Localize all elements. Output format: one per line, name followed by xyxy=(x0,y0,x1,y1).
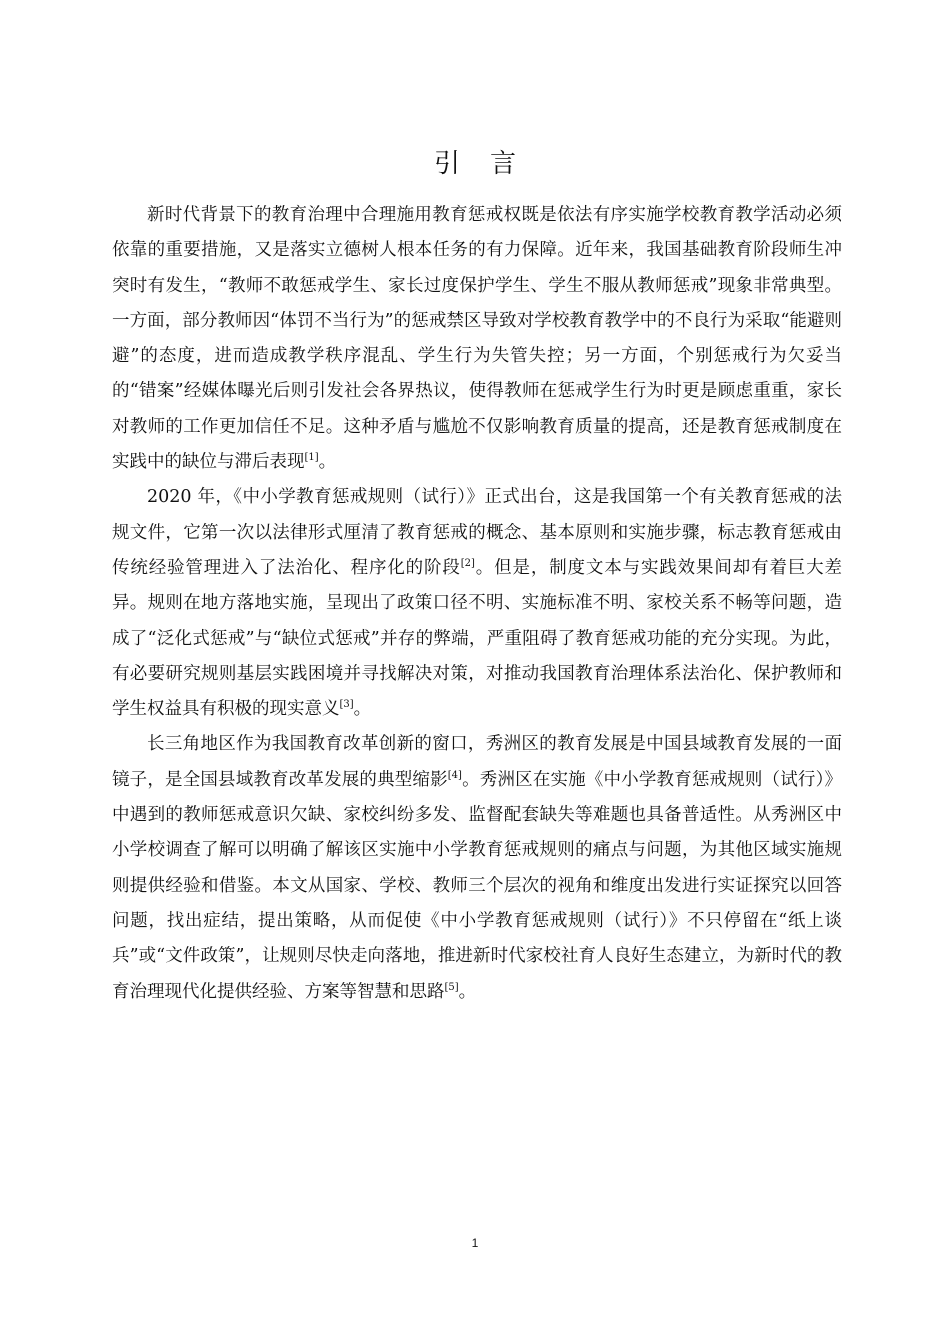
paragraph-1-tail: 。 xyxy=(318,452,337,473)
paragraph-3-text: 长三角地区作为我国教育改革创新的窗口，秀洲区的教育发展是中国县域教育发展的一面镜子，是全国县域教育改革发展的典型缩影 xyxy=(112,734,842,790)
paragraph-2-tail: 。但是，制度文本与实践效果间却有着巨大差异。规则在地方落地实施，呈现出了政策口径不明、实施标准不明、家校关系不畅等问题，造成了“泛化式惩戒”与“缺位式惩戒”并存的弊端，严重阻碍了教育惩戒功能的充分实现。为此，有必要研究规则基层实践困境并寻找解决对策，对推动我国教育治理体系法治化、保护教师和学生权益具有积极的现实意义 xyxy=(112,557,843,720)
paragraph-1-text: 新时代背景下的教育治理中合理施用教育惩戒权既是依法有序实施学校教育教学活动必须依靠的重要措施，又是落实立德树人根本任务的有力保障。近年来，我国基础教育阶段师生冲突时有发生，“教师不敢惩戒学生、家长过度保护学生、学生不服从教师惩戒”现象非常典型。一方面，部分教师因“体罚不当行为”的惩戒禁区导致对学校教育教学中的不良行为采取“能避则避”的态度，进而造成教学秩序混乱、学生行为失管失控；另一方面，个别惩戒行为欠妥当的“错案”经媒体曝光后则引发社会各界热议，使得教师在惩戒学生行为时更是顾虑重重，家长对教师的工作更加信任不足。这种矛盾与尴尬不仅影响教育质量的提高，还是教育惩戒制度在实践中的缺位与滞后表现 xyxy=(112,205,842,473)
paragraph-2-tail-2: 。 xyxy=(353,699,372,720)
paragraph-3-tail-2: 。 xyxy=(458,981,477,1002)
body-text xyxy=(112,198,842,1010)
citation-4: [4] xyxy=(447,769,462,781)
citation-2: [2] xyxy=(460,558,475,570)
paragraph-3-tail: 。秀洲区在实施《中小学教育惩戒规则（试行）》中遇到的教师惩戒意识欠缺、家校纠纷多发、监督配套缺失等难题也具备普适性。从秀洲区中小学校调查了解可以明确了解该区实施中小学教育惩戒规则的痛点与问题，为其他区域实施规则提供经验和借鉴。本文从国家、学校、教师三个层次的视角和维度出发进行实证探究以回答问题，找出症结，提出策略，从而促使《中小学教育惩戒规则（试行）》不只停留在“纸上谈兵”或“文件政策”，让规则尽快走向落地，推进新时代家校社育人良好生态建立，为新时代的教育治理现代化提供经验、方案等智慧和思路 xyxy=(112,769,842,1002)
citation-3: [3] xyxy=(339,699,354,711)
paragraph-3 xyxy=(112,727,842,1009)
citation-5: [5] xyxy=(444,981,459,993)
paragraph-2-text: 2020 年，《中小学教育惩戒规则（试行）》正式出台，这是我国第一个有关教育惩戒的法规文件，它第一次以法律形式厘清了教育惩戒的概念、基本原则和实施步骤，标志教育惩戒由传统经验管理进入了法治化、程序化的阶段 xyxy=(112,487,842,578)
citation-1: [1] xyxy=(304,452,319,464)
paragraph-2 xyxy=(112,480,842,727)
paragraph-1 xyxy=(112,198,842,480)
page-title: 引言 xyxy=(433,149,546,179)
page-number: 1 xyxy=(471,1236,479,1250)
